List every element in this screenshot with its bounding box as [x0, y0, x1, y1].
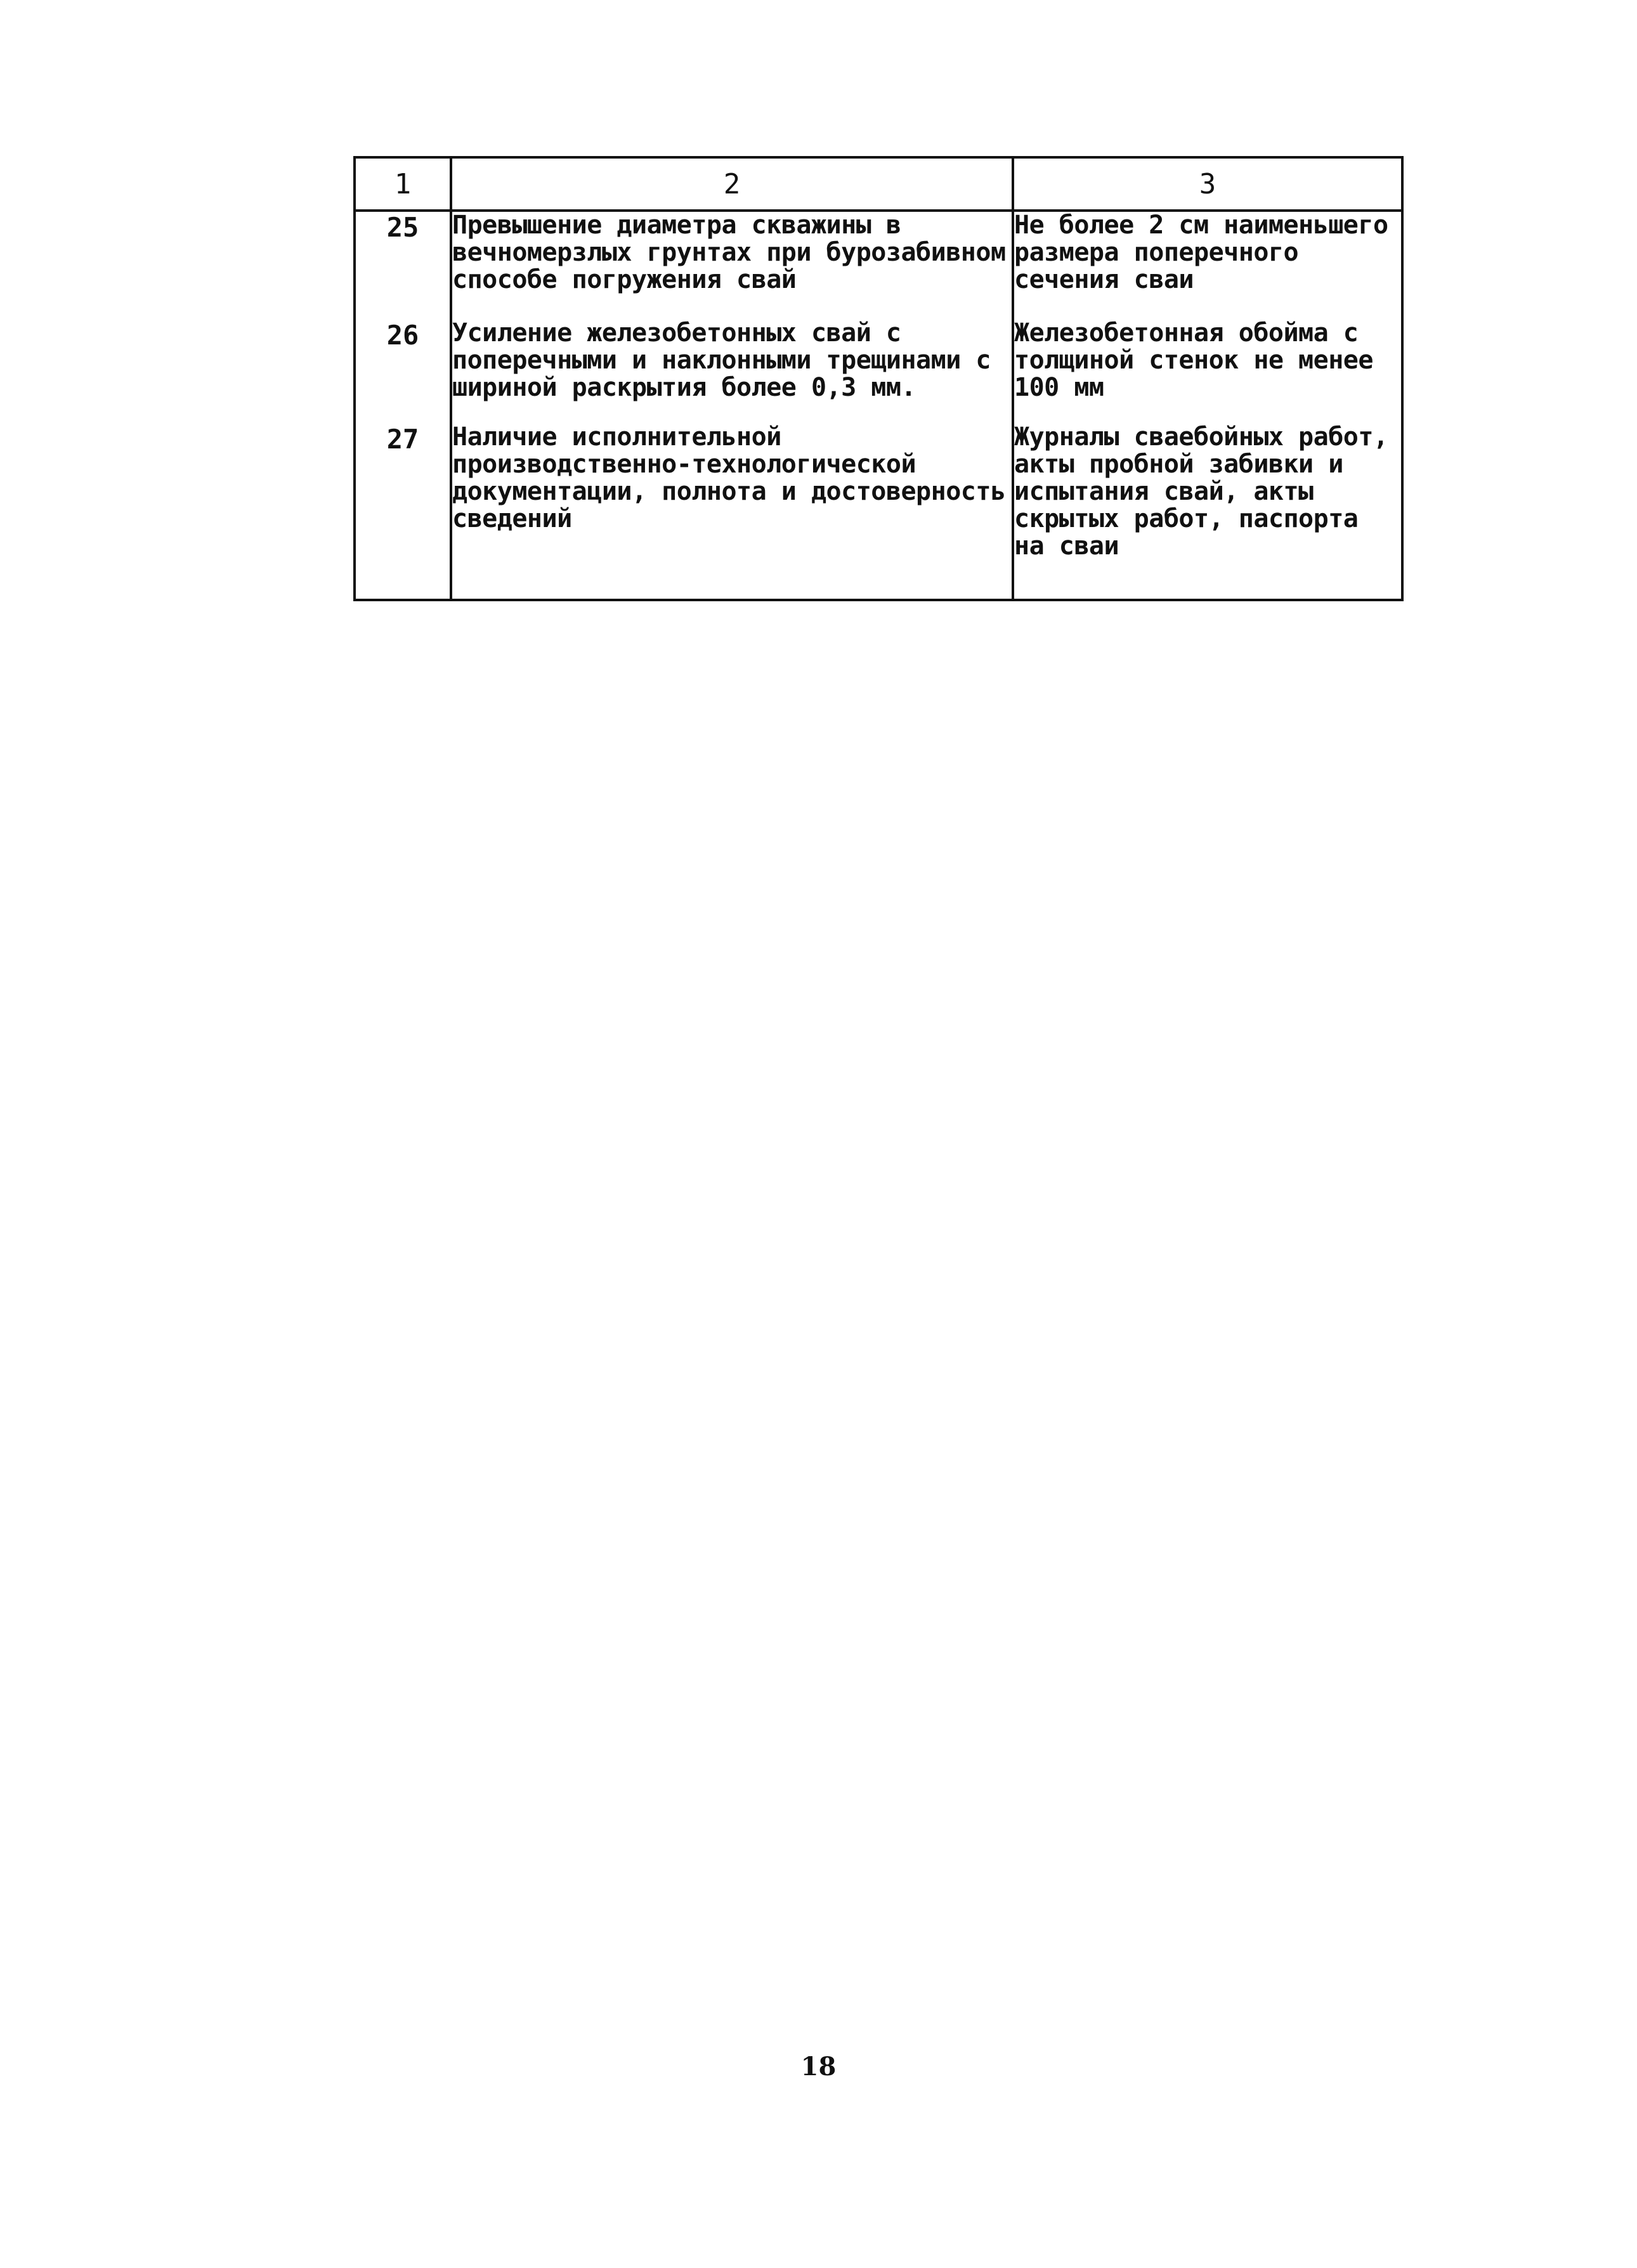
table-row — [355, 320, 1402, 424]
row-requirement: Не более 2 см наименьшего размера поперечного сечения сваи — [1013, 211, 1402, 320]
table-row — [355, 424, 1402, 600]
row-requirement: Журналы сваебойных работ, акты пробной забивки и испытания свай, акты скрытых работ, паспорта на сваи — [1013, 424, 1402, 600]
column-header-2: 2 — [451, 157, 1013, 211]
column-header-3: 3 — [1013, 157, 1402, 211]
row-requirement: Железобетонная обойма с толщиной стенок не менее 100 мм — [1013, 320, 1402, 424]
row-description: Усиление железобетонных свай с поперечными и наклонными трещинами с шириной раскрытия более 0,3 мм. — [451, 320, 1013, 424]
row-description: Превышение диаметра скважины в вечномерзлых грунтах при бурозабивном способе погружения свай — [451, 211, 1013, 320]
column-header-1: 1 — [355, 157, 451, 211]
specification-table — [353, 156, 1404, 601]
table-row — [355, 211, 1402, 320]
row-number: 26 — [355, 320, 451, 424]
row-number: 27 — [355, 424, 451, 600]
row-description: Наличие исполнительной производственно-технологической документации, полнота и достоверность сведений — [451, 424, 1013, 600]
row-number: 25 — [355, 211, 451, 320]
page-number: 18 — [800, 2052, 837, 2082]
table-header-row — [355, 157, 1402, 211]
table-header — [355, 157, 1402, 211]
table-body — [355, 211, 1402, 600]
